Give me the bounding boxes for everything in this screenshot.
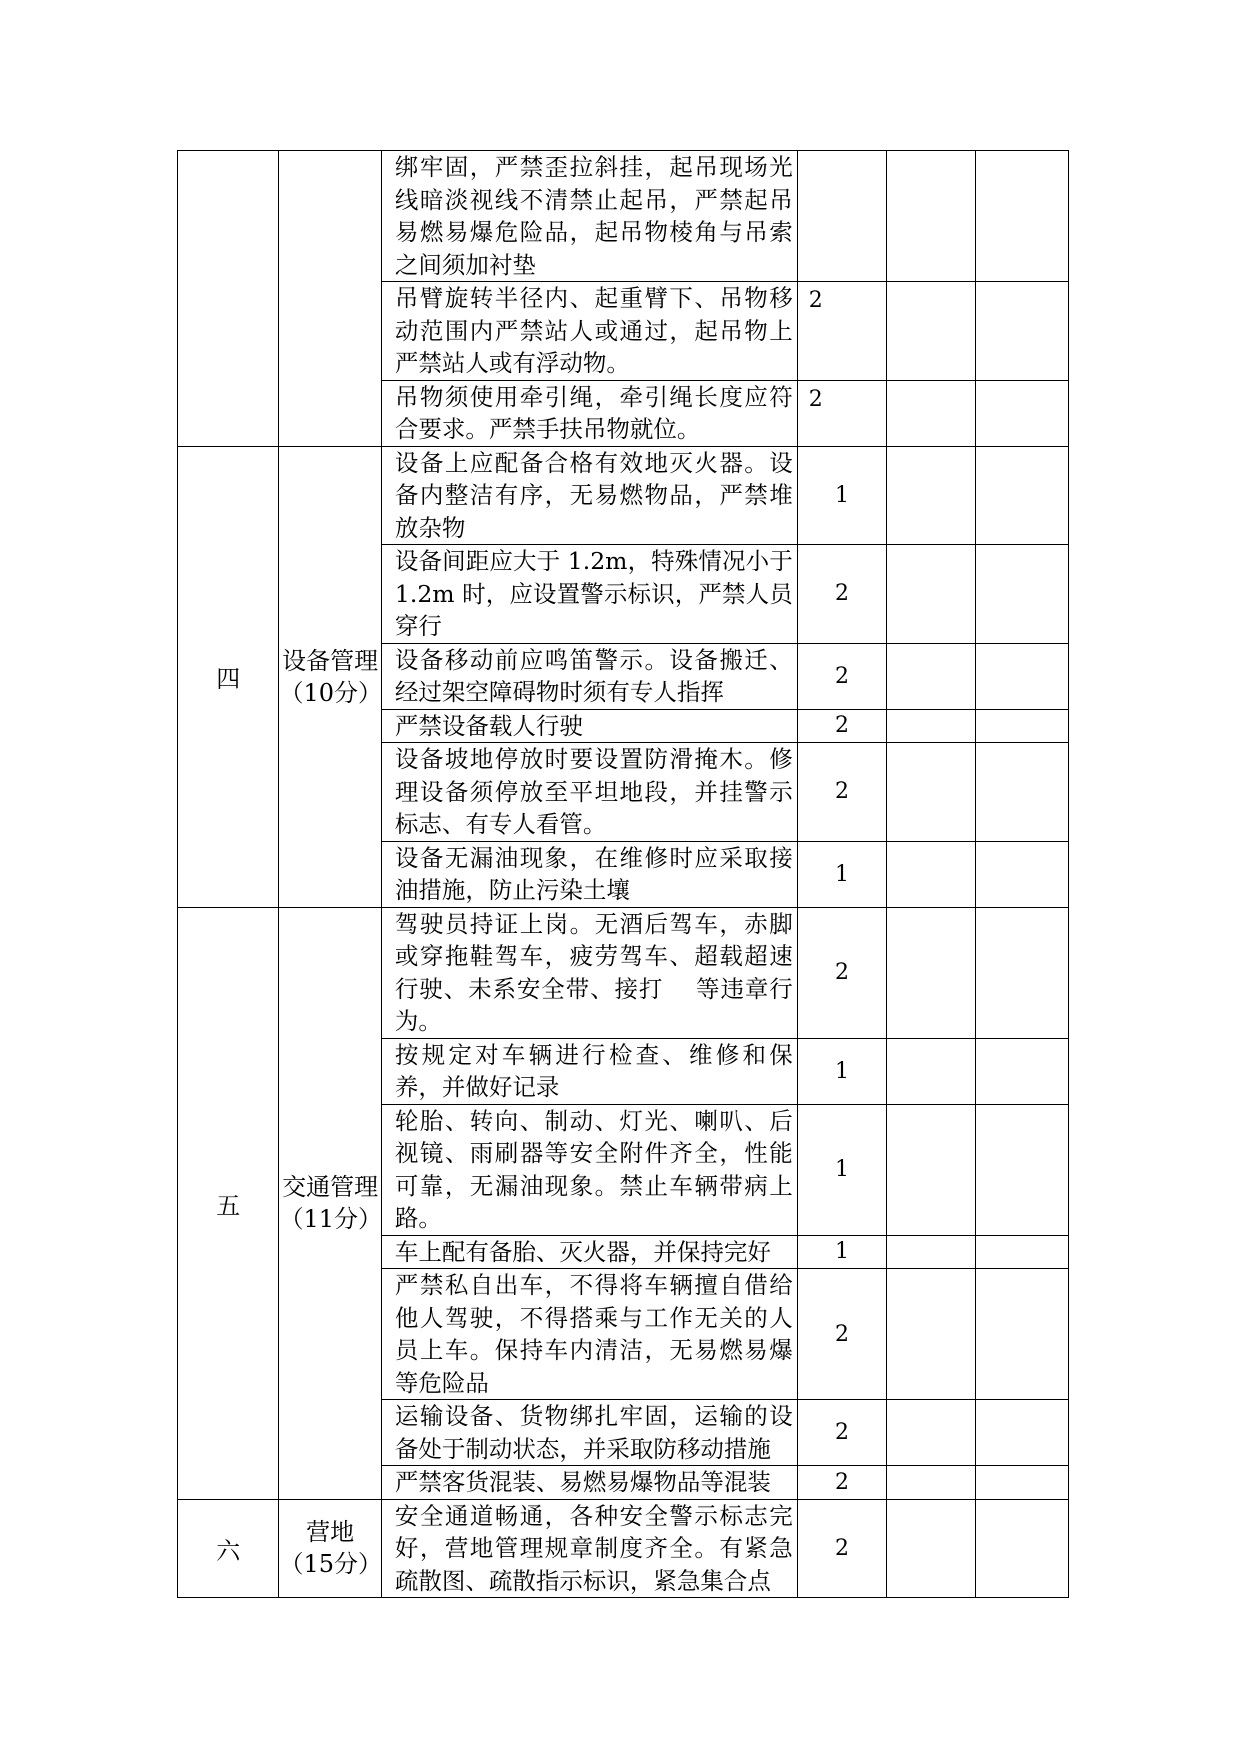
blank-cell (887, 709, 975, 743)
blank-cell (975, 643, 1068, 709)
item-score: 1 (797, 1038, 886, 1104)
blank-cell (975, 446, 1068, 545)
item-score: 2 (797, 1400, 886, 1466)
blank-cell (975, 1104, 1068, 1235)
item-content: 绑牢固，严禁歪拉斜挂，起吊现场光线暗淡视线不清禁止起吊，严禁起吊易燃易爆危险品，起吊物棱角与吊索之间须加衬垫 (381, 151, 797, 282)
item-score: 1 (797, 1235, 886, 1269)
blank-cell (975, 1038, 1068, 1104)
blank-cell (887, 1269, 975, 1400)
blank-cell (887, 282, 975, 381)
blank-cell (975, 709, 1068, 743)
blank-cell (975, 841, 1068, 907)
item-score: 1 (797, 841, 886, 907)
table-row (178, 446, 1069, 545)
blank-cell (887, 1104, 975, 1235)
blank-cell (975, 743, 1068, 842)
item-score (797, 151, 886, 282)
item-score: 2 (797, 643, 886, 709)
item-content: 吊臂旋转半径内、起重臂下、吊物移动范围内严禁站人或通过，起吊物上严禁站人或有浮动物。 (381, 282, 797, 381)
item-content: 运输设备、货物绑扎牢固，运输的设备处于制动状态，并采取防移动措施 (381, 1400, 797, 1466)
blank-cell (887, 1499, 975, 1598)
blank-cell (975, 1269, 1068, 1400)
item-content: 安全通道畅通，各种安全警示标志完好，营地管理规章制度齐全。有紧急疏散图、疏散指示标识，紧急集合点 (381, 1499, 797, 1598)
item-content: 设备坡地停放时要设置防滑掩木。修理设备须停放至平坦地段，并挂警示标志、有专人看管。 (381, 743, 797, 842)
item-score: 2 (797, 907, 886, 1038)
blank-cell (975, 907, 1068, 1038)
item-score: 2 (797, 1269, 886, 1400)
blank-cell (887, 1038, 975, 1104)
blank-cell (975, 380, 1068, 446)
table-row (178, 1499, 1069, 1598)
blank-cell (975, 1499, 1068, 1598)
table-row (178, 151, 1069, 282)
item-content: 严禁客货混装、易燃易爆物品等混装 (381, 1466, 797, 1500)
group-category: 设备管理（10分） (279, 446, 381, 907)
blank-cell (975, 1400, 1068, 1466)
item-content: 设备上应配备合格有效地灭火器。设备内整洁有序，无易燃物品，严禁堆放杂物 (381, 446, 797, 545)
blank-cell (887, 1466, 975, 1500)
group-category: 交通管理（11分） (279, 907, 381, 1499)
item-score: 2 (797, 282, 886, 381)
group-number: 六 (178, 1499, 279, 1598)
item-score: 2 (797, 709, 886, 743)
group-number: 五 (178, 907, 279, 1499)
item-content: 设备间距应大于 1.2m，特殊情况小于 1.2m 时，应设置警示标识，严禁人员穿行 (381, 545, 797, 644)
blank-cell (887, 380, 975, 446)
group-category: 营地（15分） (279, 1499, 381, 1598)
blank-cell (887, 907, 975, 1038)
blank-cell (887, 1400, 975, 1466)
blank-cell (975, 1235, 1068, 1269)
item-content: 按规定对车辆进行检查、维修和保养，并做好记录 (381, 1038, 797, 1104)
blank-cell (975, 151, 1068, 282)
blank-cell (887, 545, 975, 644)
item-score: 2 (797, 380, 886, 446)
blank-cell (887, 446, 975, 545)
item-score: 1 (797, 446, 886, 545)
item-content: 严禁设备载人行驶 (381, 709, 797, 743)
group-category-cell (279, 151, 381, 447)
blank-cell (887, 151, 975, 282)
item-content: 吊物须使用牵引绳，牵引绳长度应符合要求。严禁手扶吊物就位。 (381, 380, 797, 446)
item-content: 严禁私自出车，不得将车辆擅自借给他人驾驶，不得搭乘与工作无关的人员上车。保持车内清洁，无易燃易爆等危险品 (381, 1269, 797, 1400)
item-content: 车上配有备胎、灭火器，并保持完好 (381, 1235, 797, 1269)
group-number-cell (178, 151, 279, 447)
blank-cell (887, 1235, 975, 1269)
blank-cell (887, 743, 975, 842)
inspection-table (177, 150, 1069, 1598)
item-score: 2 (797, 545, 886, 644)
item-content: 驾驶员持证上岗。无酒后驾车，赤脚或穿拖鞋驾车，疲劳驾车、超载超速行驶、未系安全带、接打 等违章行为。 (381, 907, 797, 1038)
item-score: 2 (797, 743, 886, 842)
item-score: 1 (797, 1104, 886, 1235)
blank-cell (975, 1466, 1068, 1500)
item-score: 2 (797, 1499, 886, 1598)
blank-cell (975, 282, 1068, 381)
item-content: 设备移动前应鸣笛警示。设备搬迁、经过架空障碍物时须有专人指挥 (381, 643, 797, 709)
blank-cell (975, 545, 1068, 644)
blank-cell (887, 841, 975, 907)
group-number: 四 (178, 446, 279, 907)
blank-cell (887, 643, 975, 709)
table-row (178, 907, 1069, 1038)
item-score: 2 (797, 1466, 886, 1500)
item-content: 设备无漏油现象，在维修时应采取接油措施，防止污染土壤 (381, 841, 797, 907)
item-content: 轮胎、转向、制动、灯光、喇叭、后视镜、雨刷器等安全附件齐全，性能可靠，无漏油现象。禁止车辆带病上路。 (381, 1104, 797, 1235)
